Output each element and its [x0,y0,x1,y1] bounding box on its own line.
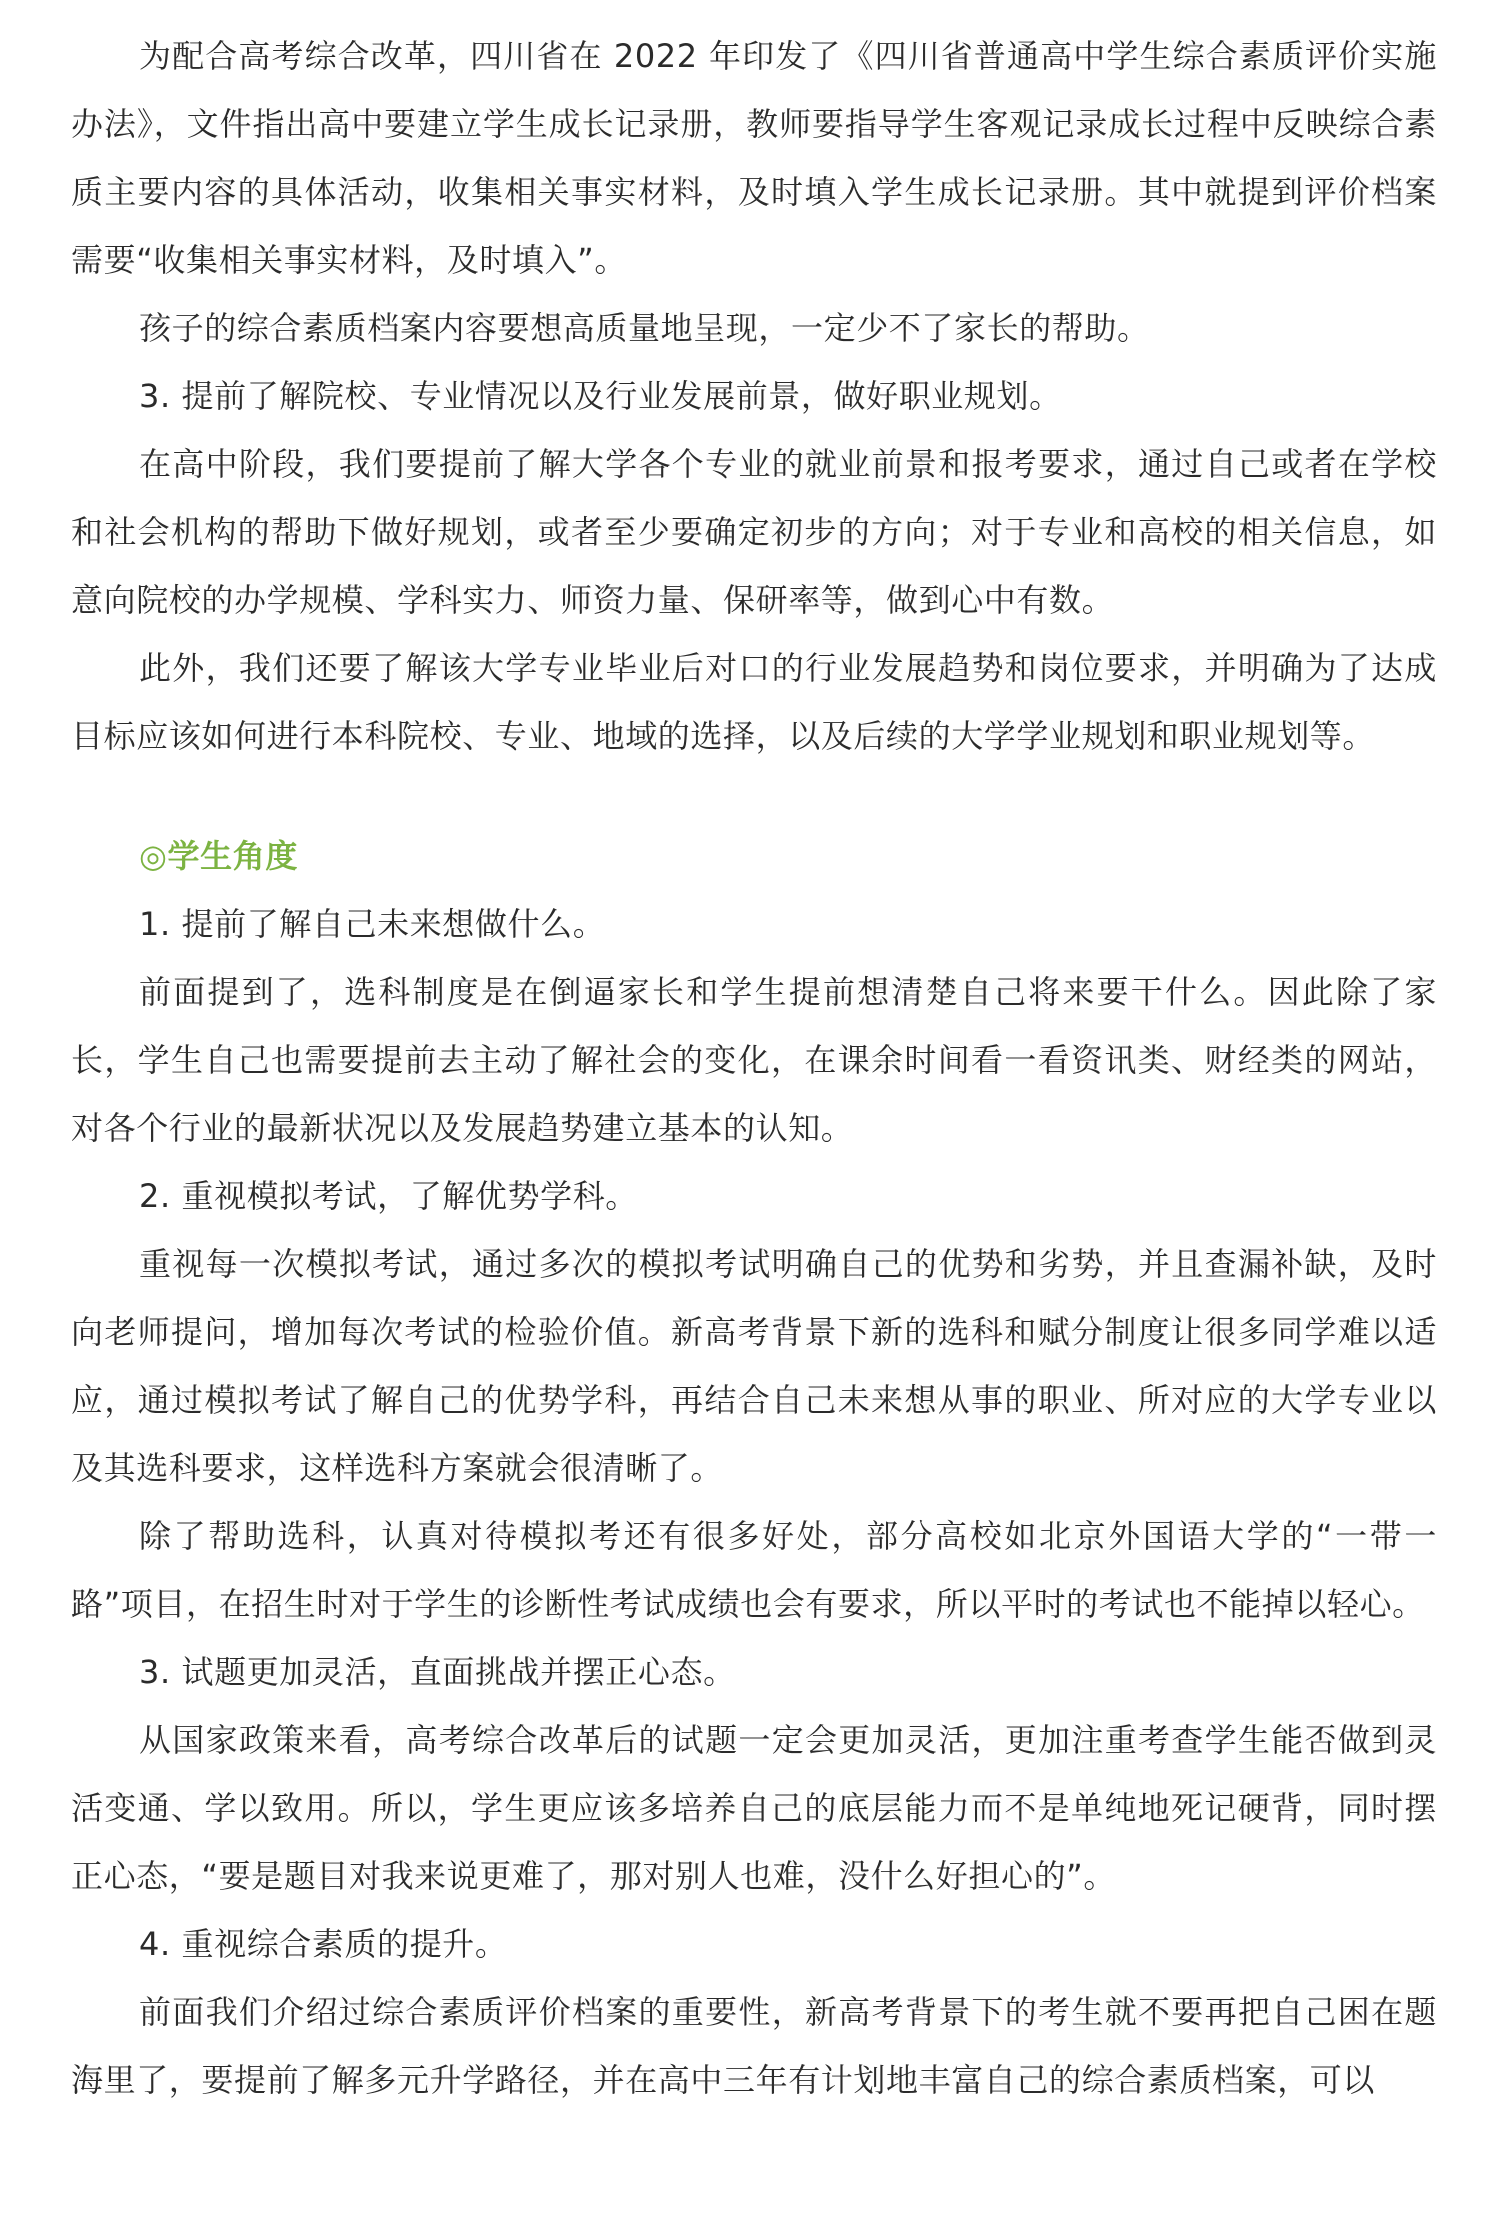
section-heading-student: ◎学生角度 [139,837,298,875]
paragraph-parent-help: 孩子的综合素质档案内容要想高质量地呈现，一定少不了家长的帮助。 [139,309,1150,347]
paragraph-item-2: 2. 重视模拟考试，了解优势学科。 [139,1177,638,1215]
paragraph-industry-trends: 此外，我们还要了解该大学专业毕业后对口的行业发展趋势和岗位要求，并明确为了达成目标应该如何进行本科院校、专业、地域的选择，以及后续的大学学业规划和职业规划等。 [71,649,1437,755]
paragraph-item-3: 3. 试题更加灵活，直面挑战并摆正心态。 [139,1653,736,1691]
paragraph-item-3-career: 3. 提前了解院校、专业情况以及行业发展前景，做好职业规划。 [139,377,1062,415]
paragraph-item-1: 1. 提前了解自己未来想做什么。 [139,905,606,943]
paragraph-subject-selection: 前面提到了，选科制度是在倒逼家长和学生提前想清楚自己将来要干什么。因此除了家长，学生自己也需要提前去主动了解社会的变化，在课余时间看一看资讯类、财经类的网站，对各个行业的最新状况以及发展趋势建立基本的认知。 [71,973,1437,1147]
paragraph-comprehensive-quality: 前面我们介绍过综合素质评价档案的重要性，新高考背景下的考生就不要再把自己困在题海里了，要提前了解多元升学路径，并在高中三年有计划地丰富自己的综合素质档案，可以 [71,1993,1437,2099]
paragraph-mock-benefits: 除了帮助选科，认真对待模拟考还有很多好处，部分高校如北京外国语大学的“一带一路”项目，在招生时对于学生的诊断性考试成绩也会有要求，所以平时的考试也不能掉以轻心。 [71,1517,1437,1623]
paragraph-mock-exams: 重视每一次模拟考试，通过多次的模拟考试明确自己的优势和劣势，并且查漏补缺，及时向老师提问，增加每次考试的检验价值。新高考背景下新的选科和赋分制度让很多同学难以适应，通过模拟考试了解自己的优势学科，再结合自己未来想从事的职业、所对应的大学专业以及其选科要求，这样选科方案就会很清晰了。 [71,1245,1437,1487]
paragraph-highschool-planning: 在高中阶段，我们要提前了解大学各个专业的就业前景和报考要求，通过自己或者在学校和社会机构的帮助下做好规划，或者至少要确定初步的方向；对于专业和高校的相关信息，如意向院校的办学规模、学科实力、师资力量、保研率等，做到心中有数。 [71,445,1437,619]
paragraph-item-4: 4. 重视综合素质的提升。 [139,1925,508,1963]
paragraph-policy: 为配合高考综合改革，四川省在 2022 年印发了《四川省普通高中学生综合素质评价实施办法》，文件指出高中要建立学生成长记录册，教师要指导学生客观记录成长过程中反映综合素质主要内容的具体活动，收集相关事实材料，及时填入学生成长记录册。其中就提到评价档案需要“收集相关事实材料，及时填入”。 [71,37,1437,279]
paragraph-flexible-questions: 从国家政策来看，高考综合改革后的试题一定会更加灵活，更加注重考查学生能否做到灵活变通、学以致用。所以，学生更应该多培养自己的底层能力而不是单纯地死记硬背，同时摆正心态，“要是题目对我来说更难了，那对别人也难，没什么好担心的”。 [71,1721,1437,1895]
